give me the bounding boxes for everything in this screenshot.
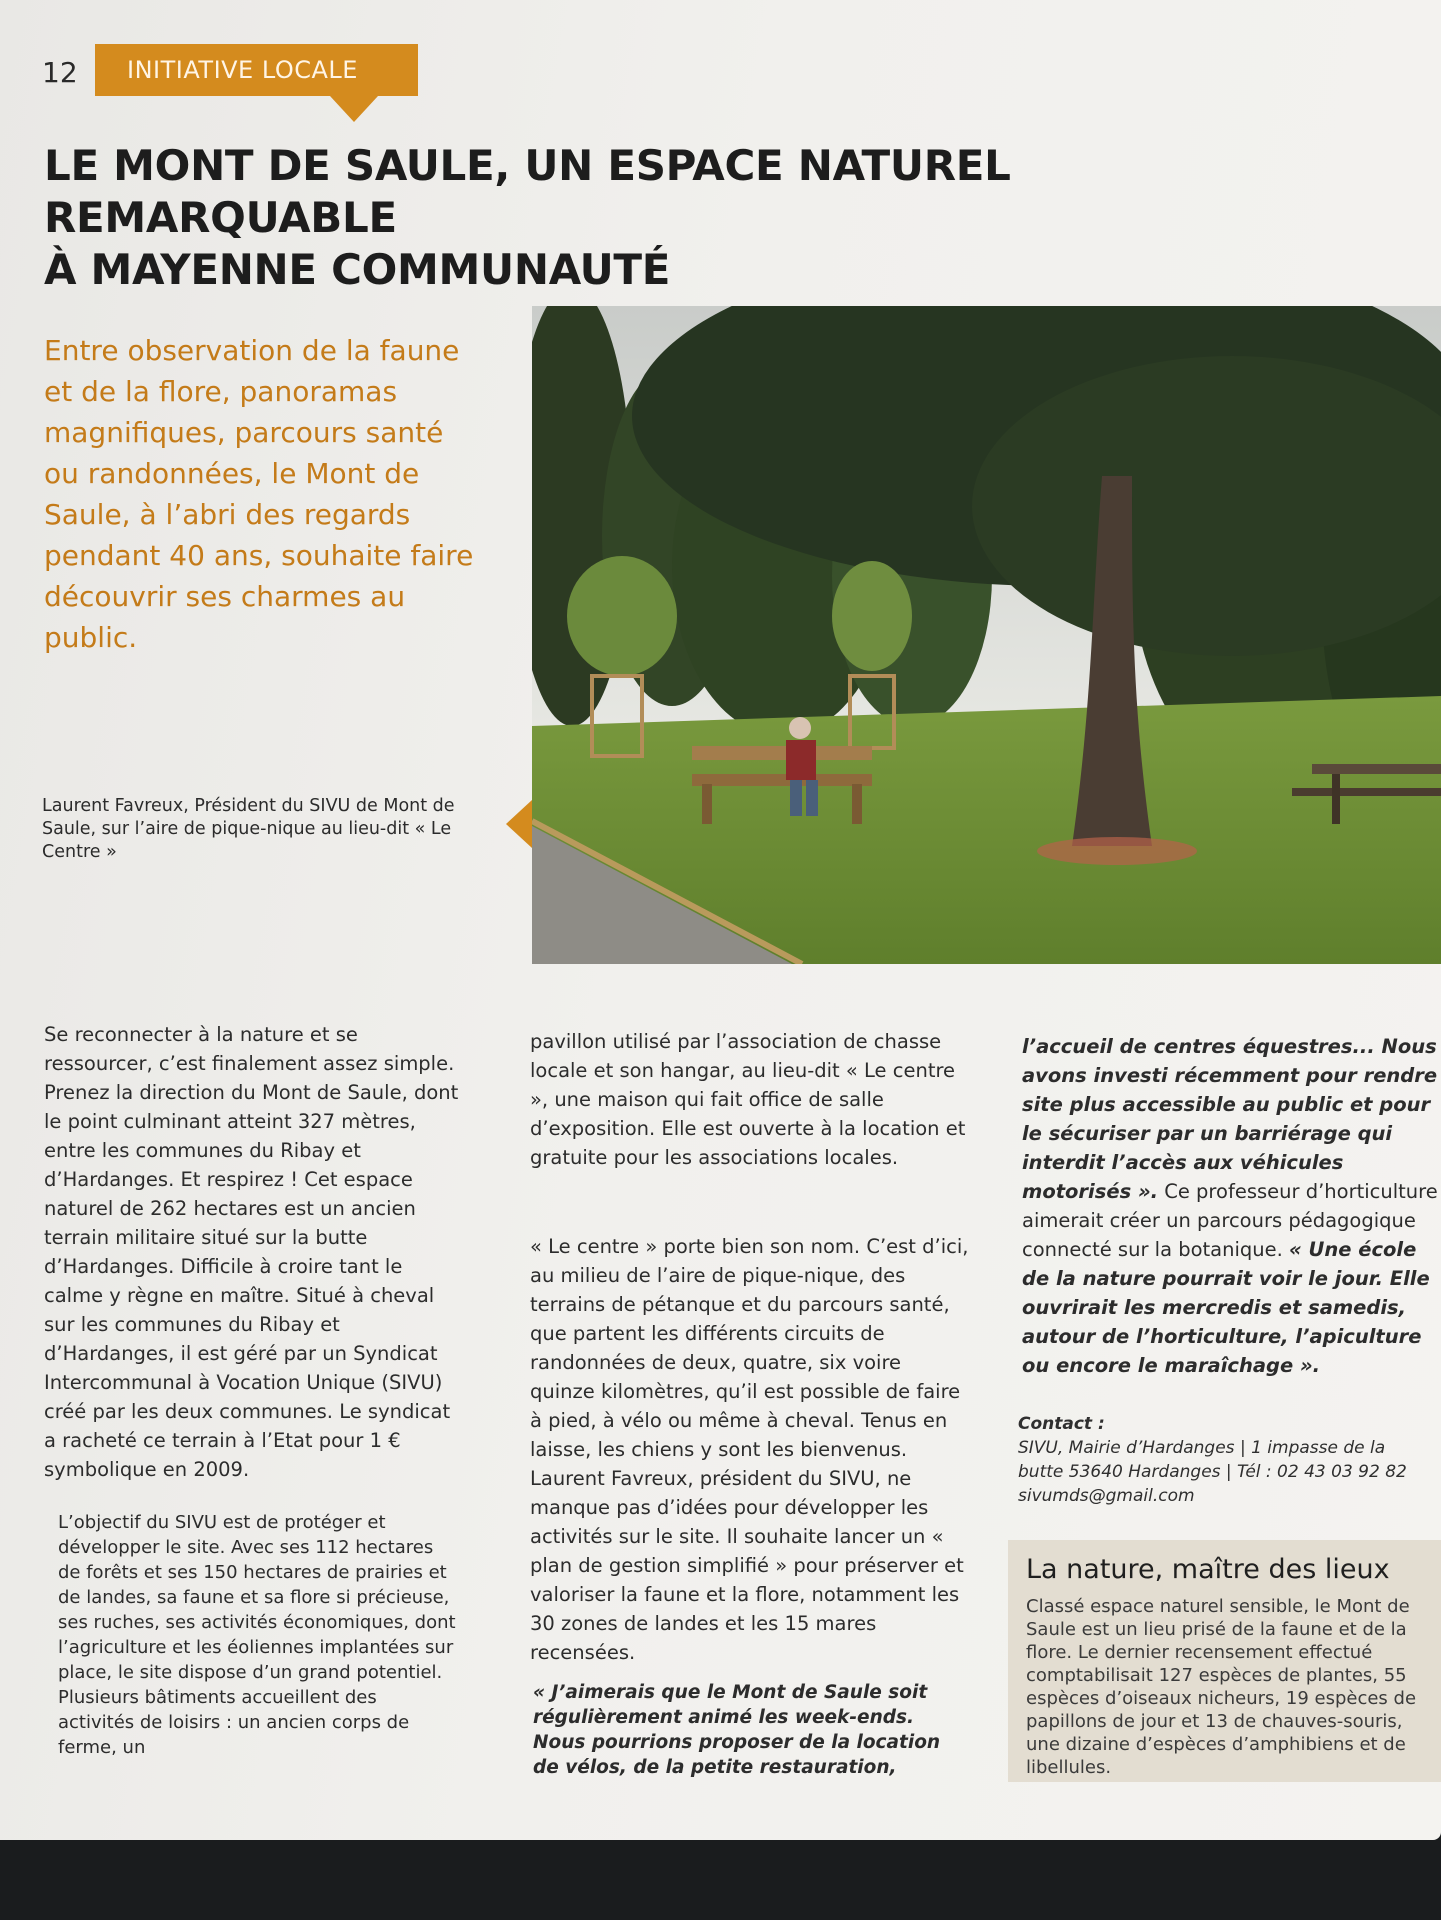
paragraph (1022, 1032, 1441, 1380)
paragraph: « Le centre » porte bien son nom. C’est d’ici, au milieu de l’aire de pique-nique, des terrains de pétanque et du parcours santé, que partent les différents circuits de randonnées de deux, quatre, six voire quinze kilomètres, qu’il est possible de faire à pied, à vélo ou même à cheval. Tenus en laisse, les chiens y sont les bienvenus. Laurent Favreux, président du SIVU, ne manque pas d’idées pour développer les activités sur le site. Il souhaite lancer un « plan de gestion simplifié » pour préserver et valoriser la faune et la flore, notamment les 30 zones de landes et les 15 mares recensées. (530, 1235, 969, 1664)
paragraph: L’objectif du SIVU est de protéger et développer le site. Avec ses 112 hectares de forêts et ses 150 hectares de prairies et de landes, sa faune et sa flore si précieuse, ses ruches, ses activités économiques, dont l’agriculture et les éoliennes implantées sur place, le site dispose d’un grand potentiel. Plusieurs bâtiments accueillent des activités de loisirs : un ancien corps de ferme, un (58, 1512, 456, 1758)
sidebar-box-title: La nature, maître des lieux (1026, 1554, 1390, 1585)
contact-email: sivumds@gmail.com (1018, 1486, 1195, 1506)
body-column-1-continued (58, 1510, 458, 1760)
sidebar-box (1008, 1540, 1441, 1782)
park-scene-illustration (532, 306, 1441, 964)
article-lead: Entre observation de la faune et de la flore, panoramas magnifiques, parcours santé ou randonnées, le Mont de Saule, à l’abri des regards pendant 40 ans, souhaite faire découvrir ses charmes au public. (44, 334, 474, 654)
caption-pointer (506, 800, 532, 848)
headline-line-1: LE MONT DE SAULE, UN ESPACE NATUREL REMARQUABLE (44, 141, 1011, 242)
quote-paragraph (533, 1680, 953, 1780)
sidebar-box-body: Classé espace naturel sensible, le Mont de Saule est un lieu prisé de la faune et de la flore. Le dernier recensement effectué comptabilisait 127 espèces de plantes, 55 espèces d’oiseaux nicheurs, 19 espèces de papillons de jour et 13 de chauves-souris, une dizaine d’espèces d’amphibiens et de libellules. (1026, 1596, 1417, 1778)
article-photo (532, 306, 1441, 964)
section-tag-label: INITIATIVE LOCALE (127, 56, 358, 84)
body-column-2-continued (530, 1232, 970, 1667)
article-headline (44, 140, 1244, 296)
quote: « J’aimerais que le Mont de Saule soit régulièrement animé les week-ends. Nous pourrions proposer de la location de vélos, de la petite restauration, (533, 1682, 941, 1778)
photo-caption: Laurent Favreux, Président du SIVU de Mont de Saule, sur l’aire de pique-nique au lieu-dit « Le Centre » (42, 796, 455, 862)
section-tag (95, 44, 418, 96)
text: Ce professeur d’horticulture aimerait créer un parcours pédagogique connecté sur la botanique. (1022, 1180, 1438, 1261)
page-number: 12 (42, 56, 78, 89)
body-column-1 (44, 1020, 464, 1484)
quote: l’accueil de centres équestres... Nous avons investi récemment pour rendre site plus accessible au public et pour le sécuriser par un barriérage qui interdit l’accès aux véhicules motorisés ». (1022, 1035, 1438, 1203)
paragraph: pavillon utilisé par l’association de chasse locale et son hangar, au lieu-dit « Le centre », une maison qui fait office de salle d’exposition. Elle est ouverte à la location et gratuite pour les associations locales. (530, 1030, 966, 1169)
headline-line-2: À MAYENNE COMMUNAUTÉ (44, 245, 671, 294)
quote: « Une école de la nature pourrait voir le jour. Elle ouvrirait les mercredis et samedis, autour de l’horticulture, l’apiculture ou encore le maraîchage ». (1022, 1238, 1430, 1377)
contact-block (1018, 1412, 1441, 1508)
section-tag-pointer (330, 96, 378, 122)
body-column-2 (530, 1027, 970, 1172)
contact-label: Contact : (1018, 1414, 1105, 1434)
contact-address-line-2: butte 53640 Hardanges | Tél : 02 43 03 92 82 (1018, 1462, 1407, 1482)
body-column-3 (1022, 1032, 1441, 1380)
contact-address-line-1: SIVU, Mairie d’Hardanges | 1 impasse de la (1018, 1438, 1386, 1458)
paragraph: Se reconnecter à la nature et se ressourcer, c’est finalement assez simple. Prenez la direction du Mont de Saule, dont le point culminant atteint 327 mètres, entre les communes du Ribay et d’Hardanges. Et respirez ! Cet espace naturel de 262 hectares est un ancien terrain militaire situé sur la butte d’Hardanges. Difficile à croire tant le calme y règne en maître. Situé à cheval sur les communes du Ribay et d’Hardanges, il est géré par un Syndicat Intercommunal à Vocation Unique (SIVU) créé par les deux communes. Le syndicat a racheté ce terrain à l’Etat pour 1 € symbolique en 2009. (44, 1023, 459, 1481)
